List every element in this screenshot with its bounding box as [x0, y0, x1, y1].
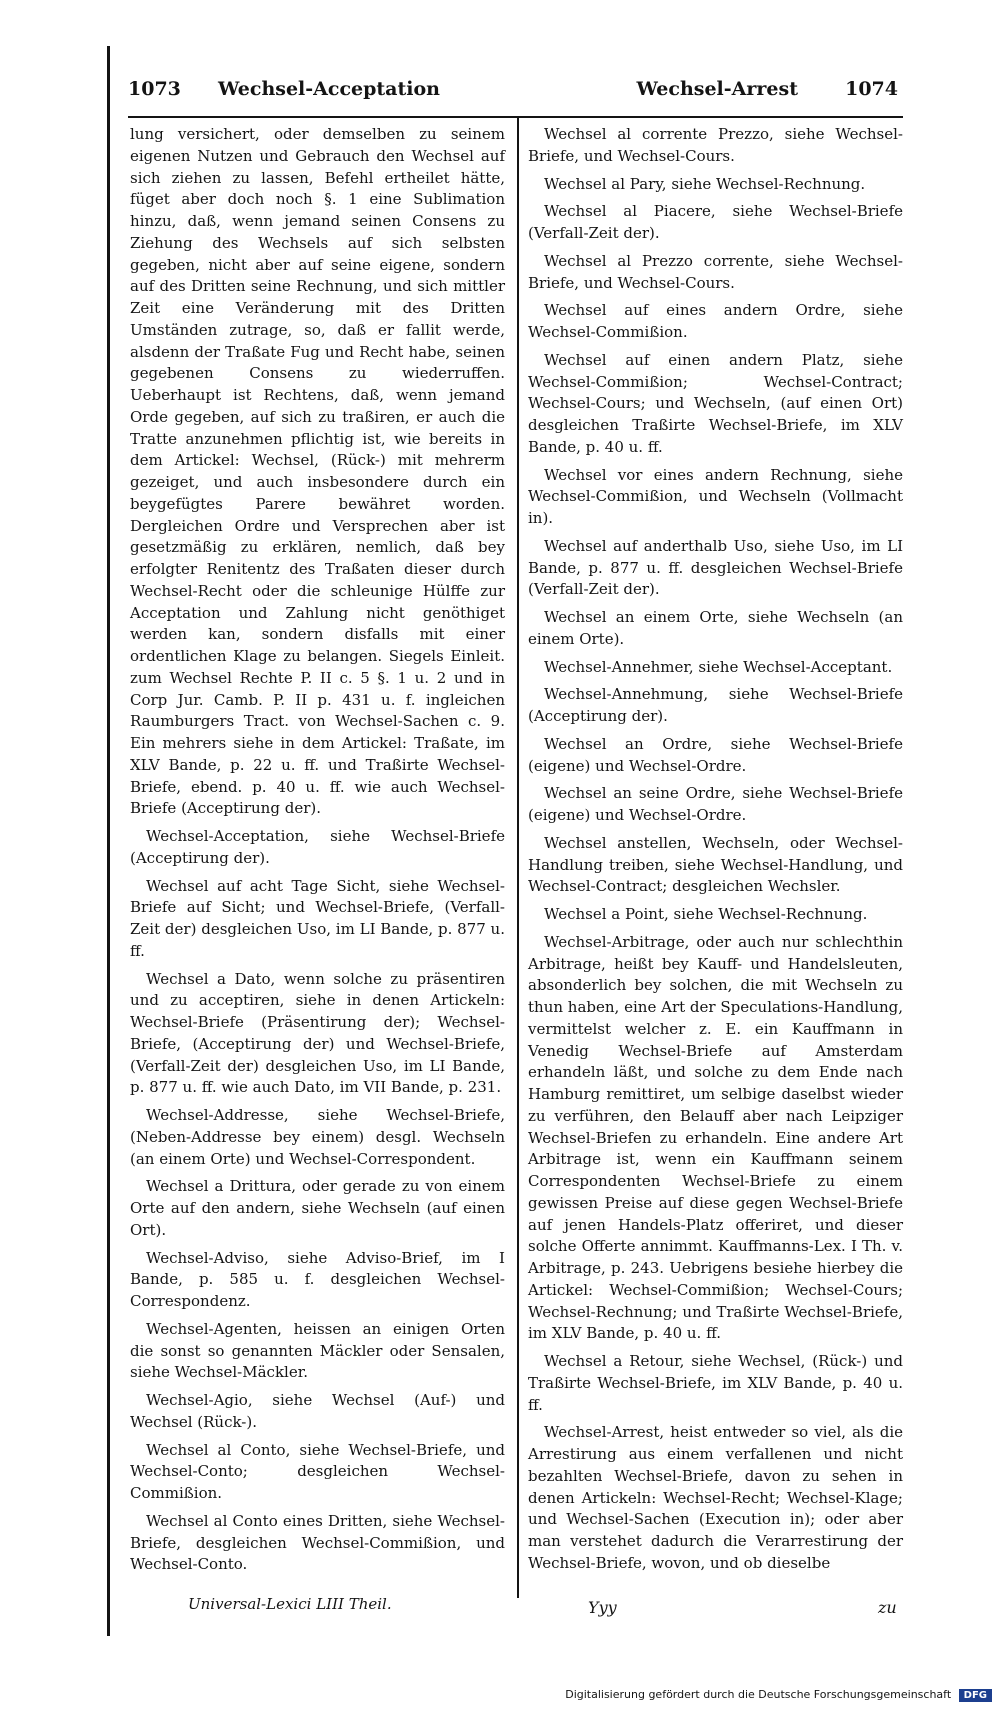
entry: Wechsel anstellen, Wechseln, oder Wechsel-Handlung treiben, siehe Wechsel-Handlung, und Wechsel-Contract; desgleichen Wechsler. — [528, 833, 903, 896]
dfg-logo: DFG — [959, 1689, 992, 1702]
entry: Wechsel vor eines andern Rechnung, siehe Wechsel-Commißion, und Wechseln (Vollmacht in). — [528, 465, 903, 527]
entry: Wechsel al Conto eines Dritten, siehe Wechsel-Briefe, desgleichen Wechsel-Commißion, und Wechsel-Conto. — [130, 1511, 505, 1574]
digitization-footer — [565, 1688, 992, 1702]
entry: Wechsel-Agio, siehe Wechsel (Auf-) und Wechsel (Rück-). — [130, 1391, 505, 1431]
paragraph: lung versichert, oder demselben zu seinem eigenen Nutzen und Gebrauch den Wechsel auf sich ziehen zu lassen, Befehl ertheilet hätte, füget aber doch noch §. 1 eine Sublimation hinzu, daß, wenn jemand seinen Consens zu Ziehung des Wechsels auf sich selbsten gegeben, nicht aber auf seine eigene, sondern auf des Dritten seine Rechnung, und sich mittler Zeit eine Veränderung mit des Dritten Umständen zutrage, so, daß er fallit werde, alsdenn der Traßate Fug und Recht habe, seinen gegebenen Consens zu wiederruffen. Ueberhaupt ist Rechtens, daß, wenn jemand Orde gegeben, auf sich zu traßiren, er auch die Tratte anzunehmen pflichtig ist, wie bereits in dem Artickel: Wechsel, (Rück-) mit mehrerm gezeiget, und auch insbesondere durch ein beygefügtes Parere bewähret worden. Dergleichen Ordre und Versprechen aber ist gesetzmäßig zu erklären, nemlich, daß bey erfolgter Renitentz des Traßaten dieser durch Wechsel-Recht oder die schleunige Hülffe zur Acceptation und Zahlung nicht genöthiget werden kan, sondern disfalls mit einer ordentlichen Klage zu belangen. Siegels Einleit. zum Wechsel Rechte P. II c. 5 §. 1 u. 2 und in Corp Jur. Camb. P. II p. 431 u. f. ingleichen Raumburgers Tract. von Wechsel-Sachen c. 9. Ein mehrers siehe in dem Artickel: Traßate, im XLV Bande, p. 22 u. ff. und Traßirte Wechsel-Briefe, ebend. p. 40 u. ff. wie auch Wechsel-Briefe (Acceptirung der). — [130, 125, 505, 818]
page-number-left: 1073 — [128, 78, 181, 100]
header-rule — [128, 116, 903, 118]
entry: Wechsel auf acht Tage Sicht, siehe Wechsel-Briefe auf Sicht; und Wechsel-Briefe, (Verfall-Zeit der) desgleichen Uso, im LI Bande, p. 877 u. ff. — [130, 876, 505, 960]
entry: Wechsel al Piacere, siehe Wechsel-Briefe (Verfall-Zeit der). — [528, 202, 903, 242]
digitization-note: Digitalisierung gefördert durch die Deutsche Forschungsgemeinschaft — [565, 1688, 952, 1701]
entry: Wechsel al Conto, siehe Wechsel-Briefe, und Wechsel-Conto; desgleichen Wechsel-Commißion. — [130, 1440, 505, 1502]
left-column — [130, 124, 505, 1582]
running-head-left: Wechsel-Acceptation — [218, 78, 440, 100]
entry: Wechsel al Prezzo corrente, siehe Wechsel-Briefe, und Wechsel-Cours. — [528, 251, 903, 292]
page-header — [128, 78, 898, 110]
entry: Wechsel a Drittura, oder gerade zu von einem Orte auf den andern, siehe Wechseln (auf einen Ort). — [130, 1177, 505, 1239]
entry: Wechsel a Dato, wenn solche zu präsentiren und zu acceptiren, siehe in denen Artickeln: Wechsel-Briefe (Präsentirung der); Wechsel-Briefe, (Acceptirung der) und Wechsel-Briefe, (Verfall-Zeit der) desgleichen Uso, im LI Bande, p. 877 u. ff. wie auch Dato, im VII Bande, p. 231. — [130, 969, 505, 1097]
entry: Wechsel-Arrest, heist entweder so viel, als die Arrestirung aus einem verfallenen und nicht bezahlten Wechsel-Briefe, davon zu sehen in denen Artickeln: Wechsel-Recht; Wechsel-Klage; und Wechsel-Sachen (Execution in); oder aber man verstehet dadurch die Verarrestirung der Wechsel-Briefe, wovon, und ob dieselbe — [528, 1423, 903, 1572]
page-number-right: 1074 — [845, 78, 898, 100]
entry: Wechsel-Annehmer, siehe Wechsel-Acceptant. — [544, 657, 893, 676]
volume-signature: Universal-Lexici LIII Theil. — [188, 1595, 392, 1613]
entry: Wechsel-Agenten, heissen an einigen Orten die sonst so genannten Mäckler oder Sensalen, siehe Wechsel-Mäckler. — [130, 1319, 505, 1382]
running-head-right: Wechsel-Arrest — [636, 78, 798, 100]
entry: Wechsel auf einen andern Platz, siehe Wechsel-Commißion; Wechsel-Contract; Wechsel-Cours; und Wechseln, (auf einen Ort) desgleichen Traßirte Wechsel-Briefe, im XLV Bande, p. 40 u. ff. — [528, 350, 903, 456]
signature-mark: Yyy — [588, 1598, 617, 1617]
entry: Wechsel al Pary, siehe Wechsel-Rechnung. — [544, 174, 866, 193]
entry: Wechsel al corrente Prezzo, siehe Wechsel-Briefe, und Wechsel-Cours. — [528, 125, 903, 165]
entry: Wechsel-Addresse, siehe Wechsel-Briefe, (Neben-Addresse bey einem) desgl. Wechseln (an einem Orte) und Wechsel-Correspondent. — [130, 1106, 505, 1168]
entry: Wechsel-Arbitrage, oder auch nur schlechthin Arbitrage, heißt bey Kauff- und Handelsleuten, absonderlich bey solchen, die mit Wechseln zu thun haben, eine Art der Speculations-Handlung, vermittelst welcher z. E. ein Kauffmann in Venedig Wechsel-Briefe auf Amsterdam erhandeln läßt, und solche zu dem Ende nach Hamburg remittiret, um selbige daselbst wieder zu verführen, den Belauff aber nach Leipziger Wechsel-Briefen zu erhandeln. Eine andere Art Arbitrage ist, wenn ein Kauffmann seinem Correspondenten Wechsel-Briefe zu einem gewissen Preise auf diese gegen Wechsel-Briefe auf jenen Handels-Platz offeriret, und dieser solche Offerte annimmt. Kauffmanns-Lex. I Th. v. Arbitrage, p. 243. Uebrigens besiehe hierbey die Artickel: Wechsel-Commißion; Wechsel-Cours; Wechsel-Rechnung; und Traßirte Wechsel-Briefe, im XLV Bande, p. 40 u. ff. — [528, 932, 903, 1343]
left-margin-rule — [107, 46, 110, 1636]
entry: Wechsel-Adviso, siehe Adviso-Brief, im I Bande, p. 585 u. f. desgleichen Wechsel-Correspondenz. — [130, 1248, 505, 1310]
entry: Wechsel an Ordre, siehe Wechsel-Briefe (eigene) und Wechsel-Ordre. — [528, 734, 903, 775]
entry: Wechsel auf eines andern Ordre, siehe Wechsel-Commißion. — [528, 301, 903, 341]
column-rule — [517, 118, 519, 1598]
right-column — [528, 124, 903, 1581]
entry: Wechsel an einem Orte, siehe Wechseln (an einem Orte). — [528, 608, 903, 648]
entry: Wechsel-Annehmung, siehe Wechsel-Briefe (Acceptirung der). — [528, 685, 903, 725]
entry: Wechsel an seine Ordre, siehe Wechsel-Briefe (eigene) und Wechsel-Ordre. — [528, 784, 903, 824]
entry: Wechsel a Point, siehe Wechsel-Rechnung. — [544, 905, 868, 923]
entry: Wechsel-Acceptation, siehe Wechsel-Briefe (Acceptirung der). — [130, 827, 505, 867]
entry: Wechsel a Retour, siehe Wechsel, (Rück-) und Traßirte Wechsel-Briefe, im XLV Bande, p. 40 u. ff. — [528, 1352, 903, 1414]
catchword: zu — [878, 1598, 897, 1617]
entry: Wechsel auf anderthalb Uso, siehe Uso, im LI Bande, p. 877 u. ff. desgleichen Wechsel-Briefe (Verfall-Zeit der). — [528, 536, 903, 599]
